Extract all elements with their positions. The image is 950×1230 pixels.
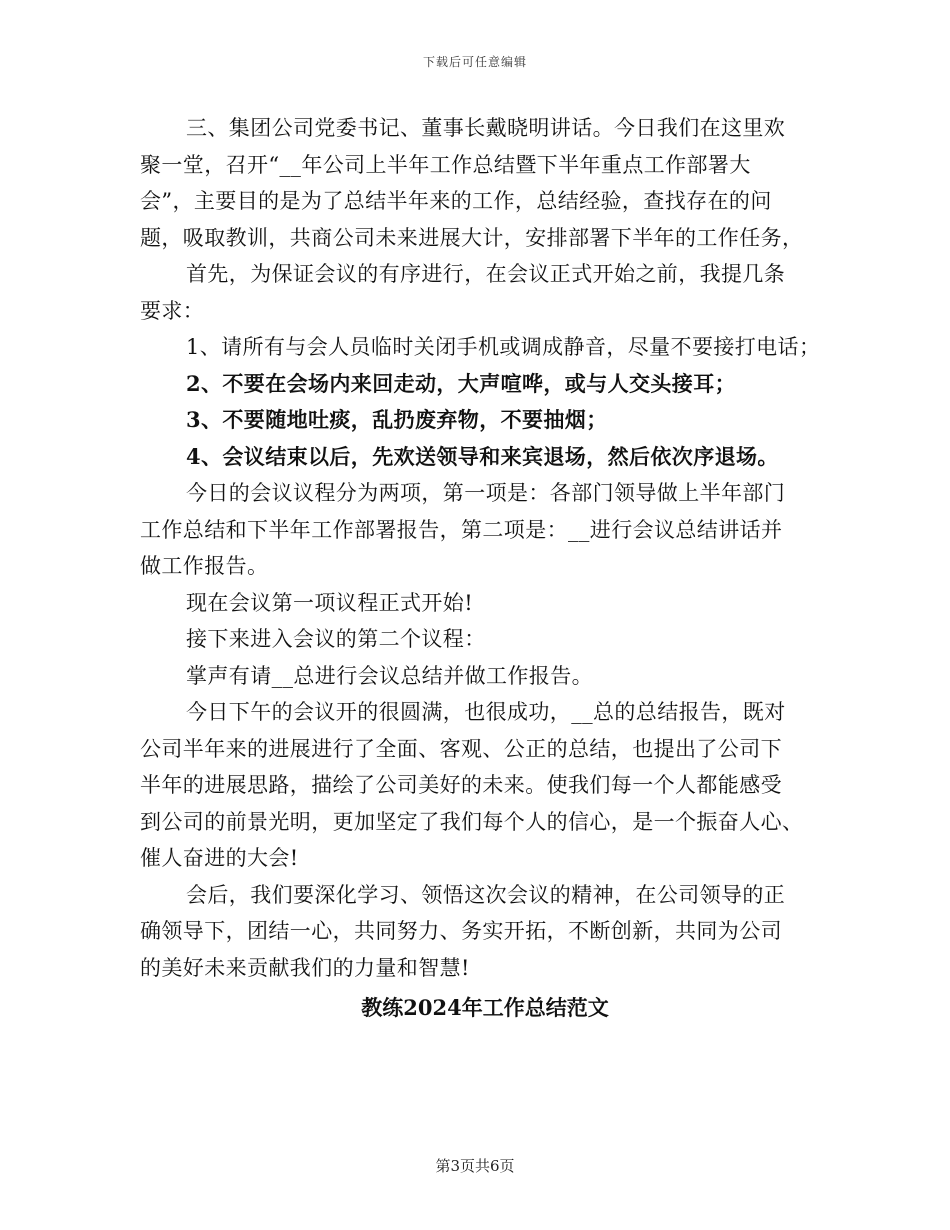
paragraph-line: 工作总结和下半年工作部署报告，第二项是：__进行会议总结讲话并 — [140, 517, 783, 542]
rule-item-2: 2、不要在会场内来回走动，大声喧哗，或与人交头接耳； — [186, 370, 737, 396]
paragraph-line: 会后，我们要深化学习、领悟这次会议的精神，在公司领导的正 — [186, 882, 786, 907]
header-note: 下载后可任意编辑 — [422, 55, 527, 69]
paragraph-line: 确领导下，团结一心，共同努力、务实开拓，不断创新，共同为公司 — [140, 919, 782, 943]
paragraph-line: 聚一堂，召开“__年公司上半年工作总结暨下半年重点工作部署大 — [140, 152, 751, 177]
paragraph-line: 今日下午的会议开的很圆满，也很成功，__总的总结报告，既对 — [186, 700, 786, 724]
rule-item-3: 3、不要随地吐痰，乱扔废弃物，不要抽烟； — [186, 407, 608, 432]
paragraph-line: 催人奋进的大会! — [140, 846, 299, 870]
document-body — [140, 110, 821, 1028]
paragraph-line: 会”，主要目的是为了总结半年来的工作，总结经验，查找存在的问 — [140, 189, 772, 213]
page-number: 第3页共6页 — [435, 1157, 515, 1175]
section-title: 教练2024年工作总结范文 — [361, 995, 609, 1020]
paragraph-line: 半年的进展思路，描绘了公司美好的未来。使我们每一个人都能感受 — [140, 773, 782, 797]
paragraph-line: 三、集团公司党委书记、董事长戴晓明讲话。今日我们在这里欢 — [186, 116, 786, 140]
paragraph-line: 题，吸取教训，共商公司未来进展大计，安排部署下半年的工作任务， — [140, 225, 804, 250]
paragraph-line: 接下来进入会议的第二个议程： — [186, 627, 486, 651]
paragraph-line: 掌声有请__总进行会议总结并做工作报告。 — [186, 663, 593, 688]
paragraph-line: 到公司的前景光明，更加坚定了我们每个人的信心，是一个振奋人心、 — [140, 809, 804, 834]
rule-item-4: 4、会议结束以后，先欢送领导和来宾退场，然后依次序退场。 — [186, 443, 779, 469]
paragraph-line: 的美好未来贡献我们的力量和智慧! — [140, 955, 470, 980]
paragraph-line: 要求： — [140, 298, 205, 323]
paragraph-line: 做工作报告。 — [140, 554, 269, 578]
paragraph-line: 公司半年来的进展进行了全面、客观、公正的总结，也提出了公司下 — [140, 736, 782, 761]
paragraph-line: 今日的会议议程分为两项，第一项是：各部门领导做上半年部门 — [186, 481, 786, 505]
rule-item-1: 1、请所有与会人员临时关闭手机或调成静音，尽量不要接打电话； — [186, 335, 821, 359]
paragraph-line: 首先，为保证会议的有序进行，在会议正式开始之前，我提几条 — [186, 262, 786, 286]
paragraph-line: 现在会议第一项议程正式开始! — [186, 590, 474, 615]
